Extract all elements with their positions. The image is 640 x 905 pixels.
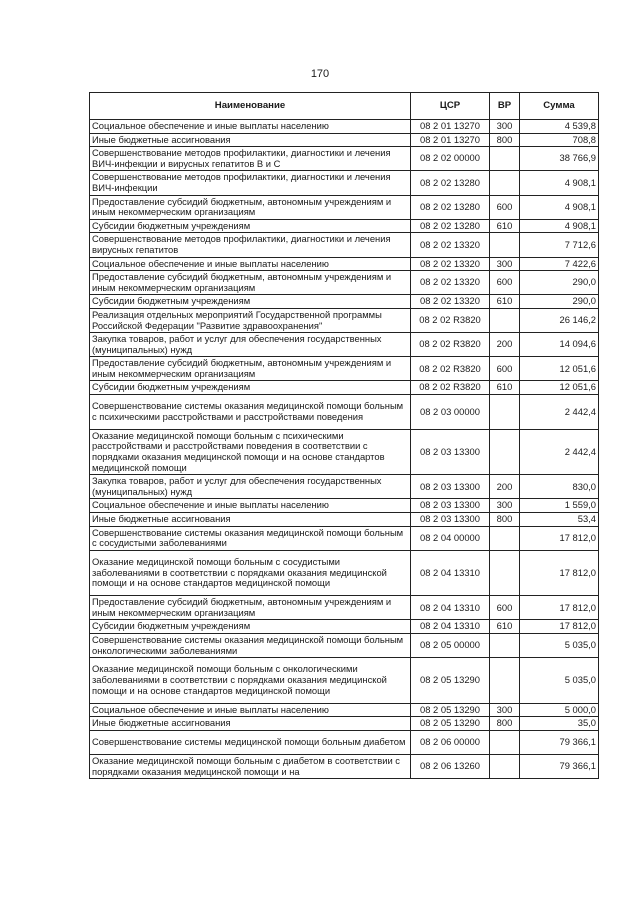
row-sum-cell: 290,0 — [520, 271, 599, 295]
table-row — [90, 658, 599, 703]
table-row — [90, 596, 599, 620]
table-row — [90, 295, 599, 309]
row-sum-cell: 17 812,0 — [520, 526, 599, 550]
table-row — [90, 717, 599, 731]
row-name-cell: Социальное обеспечение и иные выплаты населению — [90, 499, 411, 513]
row-csr-cell: 08 2 05 13290 — [411, 703, 490, 717]
row-sum-cell: 12 051,6 — [520, 381, 599, 395]
table-row — [90, 257, 599, 271]
row-sum-cell: 1 559,0 — [520, 499, 599, 513]
row-csr-cell: 08 2 02 00000 — [411, 147, 490, 171]
row-name-cell: Закупка товаров, работ и услуг для обеспечения государственных (муниципальных) нужд — [90, 333, 411, 357]
row-name-cell: Оказание медицинской помощи больным с сосудистыми заболеваниями в соответствии с порядками оказания медицинской помощи и на основе стандартов медицинской помощи — [90, 550, 411, 595]
row-sum-cell: 2 442,4 — [520, 395, 599, 430]
row-vr-cell: 800 — [490, 133, 520, 147]
row-vr-cell — [490, 429, 520, 474]
row-vr-cell: 610 — [490, 295, 520, 309]
header-sum: Сумма — [520, 93, 599, 120]
row-vr-cell: 600 — [490, 596, 520, 620]
row-csr-cell: 08 2 01 13270 — [411, 120, 490, 134]
row-vr-cell — [490, 308, 520, 332]
row-name-cell: Совершенствование методов профилактики, диагностики и лечения ВИЧ-инфекции — [90, 171, 411, 195]
table-row — [90, 271, 599, 295]
table-row — [90, 308, 599, 332]
table-row — [90, 754, 599, 778]
table-row — [90, 381, 599, 395]
row-name-cell: Иные бюджетные ассигнования — [90, 513, 411, 527]
row-csr-cell: 08 2 02 13320 — [411, 295, 490, 309]
row-sum-cell: 830,0 — [520, 475, 599, 499]
header-vr: ВР — [490, 93, 520, 120]
row-sum-cell: 12 051,6 — [520, 357, 599, 381]
table-row — [90, 219, 599, 233]
table-row — [90, 633, 599, 657]
table-row — [90, 357, 599, 381]
row-sum-cell: 4 908,1 — [520, 219, 599, 233]
row-csr-cell: 08 2 03 13300 — [411, 499, 490, 513]
table-row — [90, 475, 599, 499]
row-sum-cell: 290,0 — [520, 295, 599, 309]
row-name-cell: Иные бюджетные ассигнования — [90, 133, 411, 147]
row-vr-cell — [490, 754, 520, 778]
row-csr-cell: 08 2 04 13310 — [411, 550, 490, 595]
row-sum-cell: 4 908,1 — [520, 195, 599, 219]
row-sum-cell: 53,4 — [520, 513, 599, 527]
row-csr-cell: 08 2 02 13320 — [411, 233, 490, 257]
row-name-cell: Реализация отдельных мероприятий Государственной программы Российской Федерации "Развитие здравоохранения" — [90, 308, 411, 332]
row-name-cell: Закупка товаров, работ и услуг для обеспечения государственных (муниципальных) нужд — [90, 475, 411, 499]
row-vr-cell — [490, 550, 520, 595]
row-vr-cell — [490, 395, 520, 430]
row-vr-cell: 300 — [490, 257, 520, 271]
row-sum-cell: 7 422,6 — [520, 257, 599, 271]
row-sum-cell: 14 094,6 — [520, 333, 599, 357]
row-csr-cell: 08 2 02 R3820 — [411, 333, 490, 357]
table-row — [90, 171, 599, 195]
table-row — [90, 550, 599, 595]
row-csr-cell: 08 2 05 13290 — [411, 717, 490, 731]
row-sum-cell: 4 908,1 — [520, 171, 599, 195]
row-name-cell: Совершенствование методов профилактики, диагностики и лечения ВИЧ-инфекции и вирусных гепатитов В и С — [90, 147, 411, 171]
header-name: Наименование — [90, 93, 411, 120]
row-sum-cell: 79 366,1 — [520, 754, 599, 778]
row-name-cell: Социальное обеспечение и иные выплаты населению — [90, 703, 411, 717]
page-number: 170 — [310, 68, 330, 80]
table-row — [90, 333, 599, 357]
row-csr-cell: 08 2 05 13290 — [411, 658, 490, 703]
row-csr-cell: 08 2 05 00000 — [411, 633, 490, 657]
row-sum-cell: 79 366,1 — [520, 730, 599, 754]
row-csr-cell: 08 2 02 R3820 — [411, 381, 490, 395]
row-sum-cell: 35,0 — [520, 717, 599, 731]
row-sum-cell: 17 812,0 — [520, 550, 599, 595]
row-vr-cell: 300 — [490, 120, 520, 134]
row-name-cell: Субсидии бюджетным учреждениям — [90, 620, 411, 634]
row-csr-cell: 08 2 02 13320 — [411, 257, 490, 271]
row-sum-cell: 38 766,9 — [520, 147, 599, 171]
row-csr-cell: 08 2 03 13300 — [411, 513, 490, 527]
row-vr-cell — [490, 171, 520, 195]
table-row — [90, 429, 599, 474]
row-sum-cell: 7 712,6 — [520, 233, 599, 257]
row-name-cell: Совершенствование системы оказания медицинской помощи больным с психическими расстройствами и расстройствами поведения — [90, 395, 411, 430]
row-sum-cell: 26 146,2 — [520, 308, 599, 332]
row-vr-cell: 800 — [490, 513, 520, 527]
row-name-cell: Оказание медицинской помощи больным с диабетом в соответствии с порядками оказания медицинской помощи и на — [90, 754, 411, 778]
table-row — [90, 499, 599, 513]
budget-table — [89, 92, 599, 779]
table-header-row — [90, 93, 599, 120]
row-csr-cell: 08 2 02 R3820 — [411, 357, 490, 381]
row-csr-cell: 08 2 06 13260 — [411, 754, 490, 778]
header-csr: ЦСР — [411, 93, 490, 120]
row-sum-cell: 5 000,0 — [520, 703, 599, 717]
table-row — [90, 730, 599, 754]
row-vr-cell: 600 — [490, 271, 520, 295]
row-sum-cell: 17 812,0 — [520, 620, 599, 634]
row-vr-cell: 200 — [490, 333, 520, 357]
row-name-cell: Субсидии бюджетным учреждениям — [90, 381, 411, 395]
row-sum-cell: 2 442,4 — [520, 429, 599, 474]
row-name-cell: Субсидии бюджетным учреждениям — [90, 219, 411, 233]
row-sum-cell: 5 035,0 — [520, 658, 599, 703]
table-row — [90, 195, 599, 219]
table-row — [90, 703, 599, 717]
table-row — [90, 133, 599, 147]
row-sum-cell: 4 539,8 — [520, 120, 599, 134]
row-csr-cell: 08 2 04 00000 — [411, 526, 490, 550]
row-csr-cell: 08 2 02 13280 — [411, 219, 490, 233]
row-vr-cell — [490, 526, 520, 550]
row-csr-cell: 08 2 03 00000 — [411, 395, 490, 430]
row-vr-cell — [490, 658, 520, 703]
row-vr-cell: 200 — [490, 475, 520, 499]
row-name-cell: Иные бюджетные ассигнования — [90, 717, 411, 731]
row-vr-cell: 800 — [490, 717, 520, 731]
row-vr-cell: 600 — [490, 195, 520, 219]
row-name-cell: Совершенствование системы оказания медицинской помощи больным онкологическими заболеваниями — [90, 633, 411, 657]
row-csr-cell: 08 2 03 13300 — [411, 475, 490, 499]
row-csr-cell: 08 2 02 R3820 — [411, 308, 490, 332]
row-vr-cell: 300 — [490, 703, 520, 717]
row-name-cell: Субсидии бюджетным учреждениям — [90, 295, 411, 309]
row-name-cell: Совершенствование методов профилактики, диагностики и лечения вирусных гепатитов — [90, 233, 411, 257]
row-vr-cell: 300 — [490, 499, 520, 513]
row-sum-cell: 17 812,0 — [520, 596, 599, 620]
table-row — [90, 620, 599, 634]
table-row — [90, 147, 599, 171]
row-name-cell: Оказание медицинской помощи больным с онкологическими заболеваниями в соответствии с порядками оказания медицинской помощи и на основе стандартов медицинской помощи — [90, 658, 411, 703]
row-name-cell: Предоставление субсидий бюджетным, автономным учреждениям и иным некоммерческим организациям — [90, 596, 411, 620]
row-name-cell: Совершенствование системы оказания медицинской помощи больным с сосудистыми заболеваниями — [90, 526, 411, 550]
row-vr-cell — [490, 147, 520, 171]
row-csr-cell: 08 2 01 13270 — [411, 133, 490, 147]
row-csr-cell: 08 2 04 13310 — [411, 596, 490, 620]
row-csr-cell: 08 2 02 13280 — [411, 171, 490, 195]
row-sum-cell: 5 035,0 — [520, 633, 599, 657]
row-name-cell: Предоставление субсидий бюджетным, автономным учреждениям и иным некоммерческим организациям — [90, 195, 411, 219]
table-row — [90, 395, 599, 430]
row-csr-cell: 08 2 03 13300 — [411, 429, 490, 474]
row-name-cell: Оказание медицинской помощи больным с психическими расстройствами и расстройствами поведения в соответствии с порядками оказания медицинской помощи и на основе стандартов медицинской помощи — [90, 429, 411, 474]
row-csr-cell: 08 2 02 13280 — [411, 195, 490, 219]
row-vr-cell — [490, 633, 520, 657]
row-vr-cell: 610 — [490, 219, 520, 233]
table-row — [90, 120, 599, 134]
row-name-cell: Совершенствование системы медицинской помощи больным диабетом — [90, 730, 411, 754]
row-vr-cell — [490, 233, 520, 257]
table-row — [90, 233, 599, 257]
table-row — [90, 513, 599, 527]
row-vr-cell — [490, 730, 520, 754]
row-name-cell: Социальное обеспечение и иные выплаты населению — [90, 120, 411, 134]
row-csr-cell: 08 2 04 13310 — [411, 620, 490, 634]
table-body — [90, 120, 599, 779]
row-csr-cell: 08 2 06 00000 — [411, 730, 490, 754]
row-name-cell: Предоставление субсидий бюджетным, автономным учреждениям и иным некоммерческим организациям — [90, 271, 411, 295]
table-row — [90, 526, 599, 550]
row-csr-cell: 08 2 02 13320 — [411, 271, 490, 295]
row-vr-cell: 610 — [490, 620, 520, 634]
row-vr-cell: 600 — [490, 357, 520, 381]
row-sum-cell: 708,8 — [520, 133, 599, 147]
row-name-cell: Предоставление субсидий бюджетным, автономным учреждениям и иным некоммерческим организациям — [90, 357, 411, 381]
row-name-cell: Социальное обеспечение и иные выплаты населению — [90, 257, 411, 271]
row-vr-cell: 610 — [490, 381, 520, 395]
